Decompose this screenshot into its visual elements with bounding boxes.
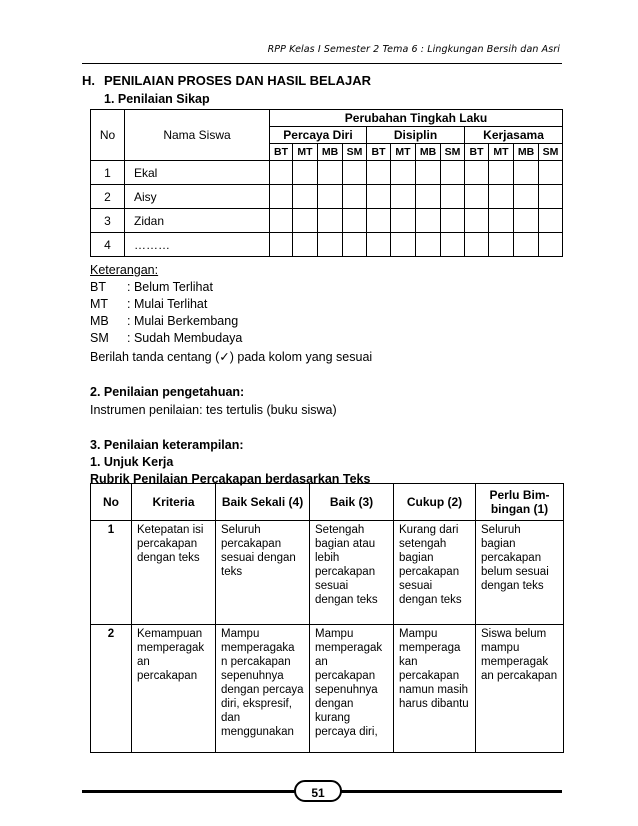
legend-code: SM [90,331,109,345]
rubric-cell: Seluruh percakapan sesuai dengan teks [216,521,310,625]
row-no: 4 [91,233,125,257]
page-number: 51 [294,780,342,802]
table-row [91,161,563,185]
level-header: MB [416,144,441,161]
header-rule [82,63,562,64]
rubric-cell: Kemampuan memperagak an percakapan [132,625,216,753]
level-header: BT [367,144,391,161]
sikap-category: Kerjasama [465,127,563,144]
sikap-heading: 1. Penilaian Sikap [104,92,210,106]
level-header: MB [514,144,539,161]
sikap-table [90,109,563,257]
row-no: 1 [91,161,125,185]
row-no: 2 [91,185,125,209]
row-name: Aisy [125,185,270,209]
rubric-table [90,483,564,753]
level-header: BT [270,144,293,161]
legend-desc: : Mulai Berkembang [127,314,239,328]
legend-code: MB [90,314,109,328]
rubric-cell: Kurang dari setengah bagian percakapan sesuai dengan teks [394,521,476,625]
row-name: Zidan [125,209,270,233]
unjuk-kerja-heading: 1. Unjuk Kerja [90,455,174,469]
level-header: MT [391,144,416,161]
rubric-title: Rubrik Penilaian Percakapan berdasarkan Teks [90,472,371,486]
level-header: SM [539,144,563,161]
rubric-cell: Mampu memperagak an percakapan sepenuhnya dengan kurang percaya diri, [310,625,394,753]
level-header: MT [489,144,514,161]
instruction-text: Berilah tanda centang (✓) pada kolom yang sesuai [90,350,373,364]
level-header: BT [465,144,489,161]
legend-desc: : Sudah Membudaya [127,331,243,345]
rubric-col-header: Kriteria [132,484,216,521]
rubric-col-header: Perlu Bim-bingan (1) [476,484,564,521]
running-header: RPP Kelas I Semester 2 Tema 6 : Lingkungan Bersih dan Asri [267,44,560,55]
rubric-cell: Mampu memperagaka n percakapan sepenuhnya dengan percaya diri, ekspresif, dan menggunakan [216,625,310,753]
table-row [91,185,563,209]
rubric-cell: Setengah bagian atau lebih percakapan sesuai dengan teks [310,521,394,625]
row-no: 3 [91,209,125,233]
legend-desc: : Mulai Terlihat [127,297,208,311]
table-row [91,625,564,753]
level-header: SM [441,144,465,161]
rubric-col-header: Baik Sekali (4) [216,484,310,521]
sikap-category: Disiplin [367,127,465,144]
keterampilan-heading: 3. Penilaian keterampilan: [90,438,244,452]
rubric-col-header: Cukup (2) [394,484,476,521]
sikap-col-nama: Nama Siswa [125,110,270,161]
rubric-row-no: 1 [91,521,132,625]
section-title: PENILAIAN PROSES DAN HASIL BELAJAR [104,73,372,88]
rubric-cell: Seluruh bagian percakapan belum sesuai dengan teks [476,521,564,625]
table-row [91,209,563,233]
rubric-cell: Siswa belum mampu memperagak an percakapan [476,625,564,753]
rubric-col-header: No [91,484,132,521]
pengetahuan-heading: 2. Penilaian pengetahuan: [90,385,245,399]
table-row [91,521,564,625]
rubric-cell: Ketepatan isi percakapan dengan teks [132,521,216,625]
legend-desc: : Belum Terlihat [127,280,213,294]
rubric-cell: Mampu memperaga kan percakapan namun masih harus dibantu [394,625,476,753]
sikap-category: Percaya Diri [270,127,367,144]
level-header: SM [343,144,367,161]
rubric-col-header: Baik (3) [310,484,394,521]
legend-code: MT [90,297,109,311]
row-name: ……… [125,233,270,257]
sikap-group-header: Perubahan Tingkah Laku [270,110,563,127]
legend-code: BT [90,280,106,294]
level-header: MB [318,144,343,161]
section-letter: H. [82,73,95,88]
rubric-row-no: 2 [91,625,132,753]
table-row [91,233,563,257]
row-name: Ekal [125,161,270,185]
pengetahuan-text: Instrumen penilaian: tes tertulis (buku siswa) [90,403,337,417]
keterangan-title: Keterangan: [90,263,159,277]
sikap-col-no: No [91,110,125,161]
level-header: MT [293,144,318,161]
